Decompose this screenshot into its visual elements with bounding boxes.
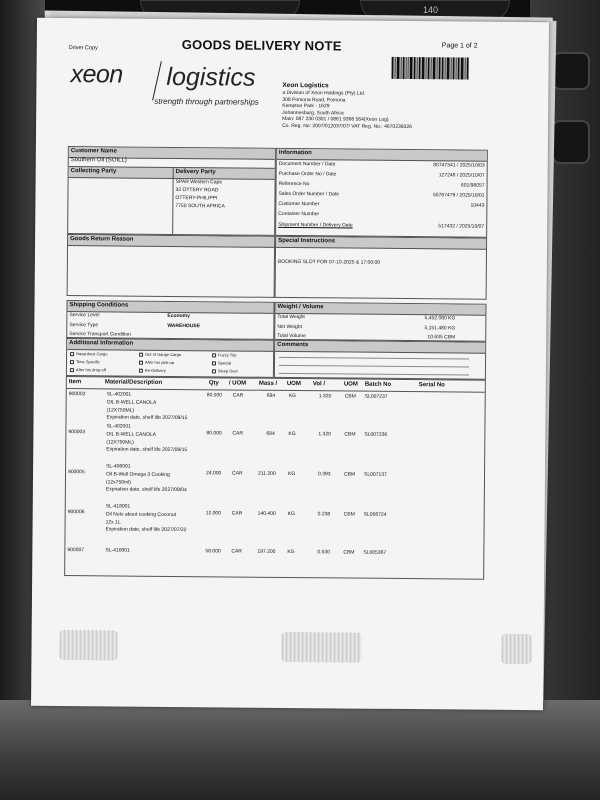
logo-logistics-text: logistics — [166, 62, 256, 92]
additional-option-label: Time Specific — [75, 359, 100, 365]
description-line: (12X750ML) — [106, 438, 134, 446]
comments-section — [274, 340, 486, 380]
checkbox[interactable] — [70, 368, 74, 372]
item-number: 900002 — [68, 391, 86, 398]
company-line: Kempton Park - 1629 — [282, 103, 330, 110]
shipping-value: WAREHOUSE — [167, 322, 201, 330]
item-qty: 80.000 — [206, 430, 222, 437]
additional-option-label: Special — [217, 360, 232, 366]
delivery-line: 32 OTTERY ROAD — [175, 186, 219, 194]
info-row — [278, 222, 484, 230]
col-header-batch: Batch No — [364, 381, 392, 388]
shipping-label: Service Type — [69, 322, 99, 329]
material-code: SL-402001 — [106, 391, 132, 398]
additional-option — [212, 368, 238, 373]
info-row — [279, 171, 485, 179]
item-number: 900005 — [68, 469, 85, 476]
additional-option-label: Fuzzy Trip — [218, 352, 237, 358]
additional-option — [212, 360, 231, 365]
goods-return-header: Goods Return Reason — [68, 235, 274, 248]
shipping-row — [69, 312, 190, 320]
shipping-label: Service Transport Condition — [69, 331, 131, 338]
checkbox[interactable] — [70, 360, 74, 364]
description-line: OIL B-WELL CANOLA — [106, 431, 157, 438]
additional-option — [139, 368, 166, 373]
col-header-mass-uom: UOM — [286, 380, 301, 388]
info-label: Shipment Number / Delivery Date — [278, 221, 353, 229]
description-line: Expiration date, shelf life 2027/09/15 — [106, 414, 188, 422]
special-instructions-header: Special Instructions — [276, 237, 486, 250]
col-header-uom: / UOM — [228, 380, 247, 387]
goods-return-section — [67, 234, 276, 298]
weight-label: Total Weight — [277, 313, 305, 321]
info-label: Container Number — [278, 210, 320, 218]
print-smudge — [501, 634, 531, 664]
copy-label: Driver Copy — [68, 45, 98, 52]
item-batch: SL006724 — [363, 511, 387, 518]
delivery-line: SPAR Western Cape — [175, 178, 223, 186]
description-line: (12x750ml) — [105, 478, 132, 486]
info-label: Document Number / Date — [278, 160, 336, 168]
info-value: 50767479 / 2025/10/01 — [432, 192, 485, 199]
item-mass-uom: KG — [288, 430, 296, 438]
party-divider — [172, 176, 173, 234]
item-mass: 211.200 — [258, 470, 276, 477]
additional-info-section — [66, 338, 274, 378]
description-line: Expiration date, shelf life 2027/09/04 — [105, 486, 187, 494]
company-line: a Division of Xeon Holdings (Pty) Ltd. — [282, 90, 366, 98]
company-name: Xeon Logistics — [282, 81, 329, 90]
description-line: Oil Nuts about cooking Coconut — [105, 511, 177, 518]
company-line: 308 Pomona Road, Pomona — [282, 96, 346, 104]
description-line: Expiration date, shelf life 2027/07/22 — [105, 526, 187, 534]
item-qty: 58.000 — [205, 548, 221, 555]
col-header-mass: Mass / — [258, 380, 278, 387]
additional-option-label: Sleep Over — [217, 368, 238, 374]
additional-option — [70, 359, 100, 364]
shipping-value: Economy — [167, 312, 190, 320]
print-smudge — [59, 630, 117, 661]
info-label: Purchase Order No / Date — [278, 170, 337, 178]
item-mass: 684 — [266, 392, 276, 399]
delivery-note-page — [31, 18, 549, 710]
comment-line — [279, 365, 469, 367]
item-vol-uom: CBM — [344, 471, 356, 478]
weight-volume-header: Weight / Volume — [275, 303, 485, 316]
checkbox[interactable] — [212, 361, 216, 365]
company-line: Co. Reg. No: 2007/012037/07/ VAT Reg. No.: 4670239326 — [282, 122, 412, 130]
description-line: (12X750ML) — [106, 406, 135, 414]
comment-line — [279, 357, 469, 359]
print-smudge — [281, 632, 361, 663]
item-mass: 197.200 — [257, 548, 276, 555]
material-code: SL-402001 — [106, 423, 131, 430]
logo-xeon-text: xeon — [70, 60, 123, 89]
col-header-serial: Serial No — [418, 382, 445, 389]
item-vol: 0.530 — [317, 549, 330, 556]
info-label: Sales Order Number / Date — [278, 190, 340, 198]
additional-option — [212, 352, 236, 357]
page-number: Page 1 of 2 — [441, 42, 478, 50]
item-vol-uom: CBM — [344, 393, 356, 400]
customer-section — [67, 146, 276, 236]
additional-option — [139, 352, 181, 357]
customer-name-value: Southern Oil (SOILL) — [70, 157, 127, 164]
logo-divider — [152, 61, 162, 100]
items-table — [64, 376, 486, 580]
item-mass: 140.400 — [257, 510, 276, 517]
col-header-material: Material/Description — [104, 379, 163, 386]
additional-option-label: After hrs pick-up — [144, 359, 175, 365]
checkbox[interactable] — [139, 353, 143, 357]
item-number: 900007 — [67, 547, 85, 554]
checkbox[interactable] — [139, 361, 143, 365]
item-number: 900006 — [67, 509, 85, 516]
info-row — [278, 191, 484, 199]
info-value: 10443 — [470, 202, 485, 209]
additional-info-header: Additional Information — [67, 339, 273, 352]
weight-label: Total Volume — [277, 332, 306, 340]
item-vol: 0.238 — [317, 511, 331, 518]
checkbox[interactable] — [212, 369, 216, 373]
additional-option-label: Out of Gauge Cargo — [145, 351, 182, 358]
description-line: Oil B-Well Omega 3 Cooking — [106, 471, 170, 478]
item-description — [106, 423, 187, 455]
item-uom: CAR — [231, 548, 242, 555]
item-vol-uom: CBM — [343, 549, 355, 556]
item-mass-uom: KG — [288, 392, 296, 400]
checkbox[interactable] — [212, 353, 216, 357]
info-value: 127248 / 2025/10/07 — [438, 172, 485, 179]
weight-row — [277, 314, 455, 322]
item-uom: CAR — [232, 392, 244, 399]
headlight-switch — [552, 52, 590, 90]
material-code: SL-418001 — [105, 503, 131, 510]
material-code: SL-406001 — [106, 463, 131, 470]
lap-background — [0, 700, 600, 800]
odometer-readout: 140 — [423, 5, 439, 15]
comments-header: Comments — [275, 341, 485, 354]
item-mass-uom: KG — [287, 548, 295, 556]
info-row — [278, 201, 484, 209]
shipping-row — [69, 322, 201, 330]
item-mass-uom: KG — [288, 470, 296, 478]
item-vol-uom: CBM — [343, 511, 355, 518]
shipping-section — [66, 300, 274, 340]
item-batch: SL007237 — [364, 393, 388, 400]
special-instructions-section — [275, 236, 488, 300]
shipping-header: Shipping Conditions — [67, 301, 273, 314]
item-mass: 684 — [266, 430, 275, 437]
description-line: 12x 1L — [105, 518, 121, 526]
delivery-address — [175, 178, 225, 210]
item-vol-uom: CBM — [344, 431, 356, 438]
additional-option-label: Hazardous Cargo — [76, 351, 108, 357]
information-header: Information — [277, 149, 487, 162]
info-value: 80747341 / 2025/10/03 — [433, 162, 485, 169]
item-batch: SL007236 — [364, 431, 388, 438]
item-vol: 0.393 — [318, 471, 331, 478]
item-mass-uom: KG — [287, 510, 295, 518]
company-line: Johannesburg, South Africa — [282, 109, 344, 117]
info-row — [279, 161, 485, 169]
collecting-party-header: Collecting Party — [69, 166, 173, 179]
col-header-vol-uom: UOM — [343, 381, 358, 388]
info-label: Customer Number — [278, 200, 320, 208]
additional-option — [139, 360, 174, 365]
col-header-qty: Qty — [208, 380, 219, 387]
item-description — [106, 391, 187, 423]
additional-option-label: Re-Delivery — [144, 367, 166, 373]
customer-name-header: Customer Name — [69, 147, 275, 160]
item-qty: 12.000 — [205, 510, 222, 517]
item-number: 900003 — [68, 429, 86, 436]
item-uom: CAR — [231, 510, 243, 517]
description-line: OIL B-WELL CANOLA — [106, 399, 157, 406]
item-description — [106, 503, 187, 535]
shipping-label: Service Level — [69, 312, 100, 319]
information-section — [275, 148, 488, 238]
comment-line — [279, 373, 469, 375]
company-line: Main: 087 230 0301 / 0861 9366 564(Xeon Log) — [282, 116, 389, 124]
delivery-line: 7750 SOUTH AFRICA — [175, 202, 225, 210]
document-title: GOODS DELIVERY NOTE — [181, 37, 342, 54]
company-address-block — [282, 82, 462, 131]
shipping-row — [69, 331, 131, 338]
weight-label: Net Weight — [277, 323, 303, 331]
item-qty: 24.000 — [206, 470, 222, 477]
additional-option-label: After hrs drop-off — [75, 367, 106, 373]
delivery-party-header: Delivery Party — [173, 167, 275, 180]
checkbox[interactable] — [139, 369, 143, 373]
info-label: Reference No — [278, 180, 310, 188]
info-row — [279, 181, 485, 189]
additional-option — [70, 367, 106, 372]
delivery-line: OTTERY-PHILIPPI — [175, 194, 218, 202]
item-vol: 1.320 — [318, 431, 331, 438]
item-batch: SL005367 — [363, 549, 387, 556]
weight-value: 5,452.080 KG — [424, 315, 456, 322]
col-header-item: Item — [68, 379, 82, 386]
description-line: Expiration date, shelf life 2027/09/15 — [106, 446, 188, 454]
logo-tagline: strength through partnerships — [154, 96, 259, 107]
info-value: 601/98057 — [460, 182, 485, 189]
weight-volume-section — [274, 302, 486, 342]
weight-value: 10.635 CBM — [427, 334, 456, 341]
item-batch: SL007137 — [364, 471, 387, 478]
additional-option — [70, 351, 107, 356]
item-qty: 80.000 — [206, 392, 223, 399]
info-row — [278, 211, 484, 219]
item-description — [106, 463, 187, 495]
weight-row — [277, 324, 455, 332]
item-vol: 1.320 — [318, 393, 332, 400]
item-uom: CAR — [232, 470, 243, 477]
material-code: SL-410001 — [105, 547, 130, 554]
col-header-vol: Vol / — [312, 381, 326, 388]
checkbox[interactable] — [70, 352, 74, 356]
info-value: 517432 / 2025/10/07 — [438, 223, 485, 230]
barcode-image — [391, 57, 491, 80]
item-uom: CAR — [232, 430, 243, 437]
dash-vent — [552, 120, 590, 164]
weight-value: 5,151.480 KG — [424, 325, 456, 332]
special-instructions-text: BOOKING SLOT FOR 07-10-2025 & 17:00:00 — [277, 258, 381, 266]
